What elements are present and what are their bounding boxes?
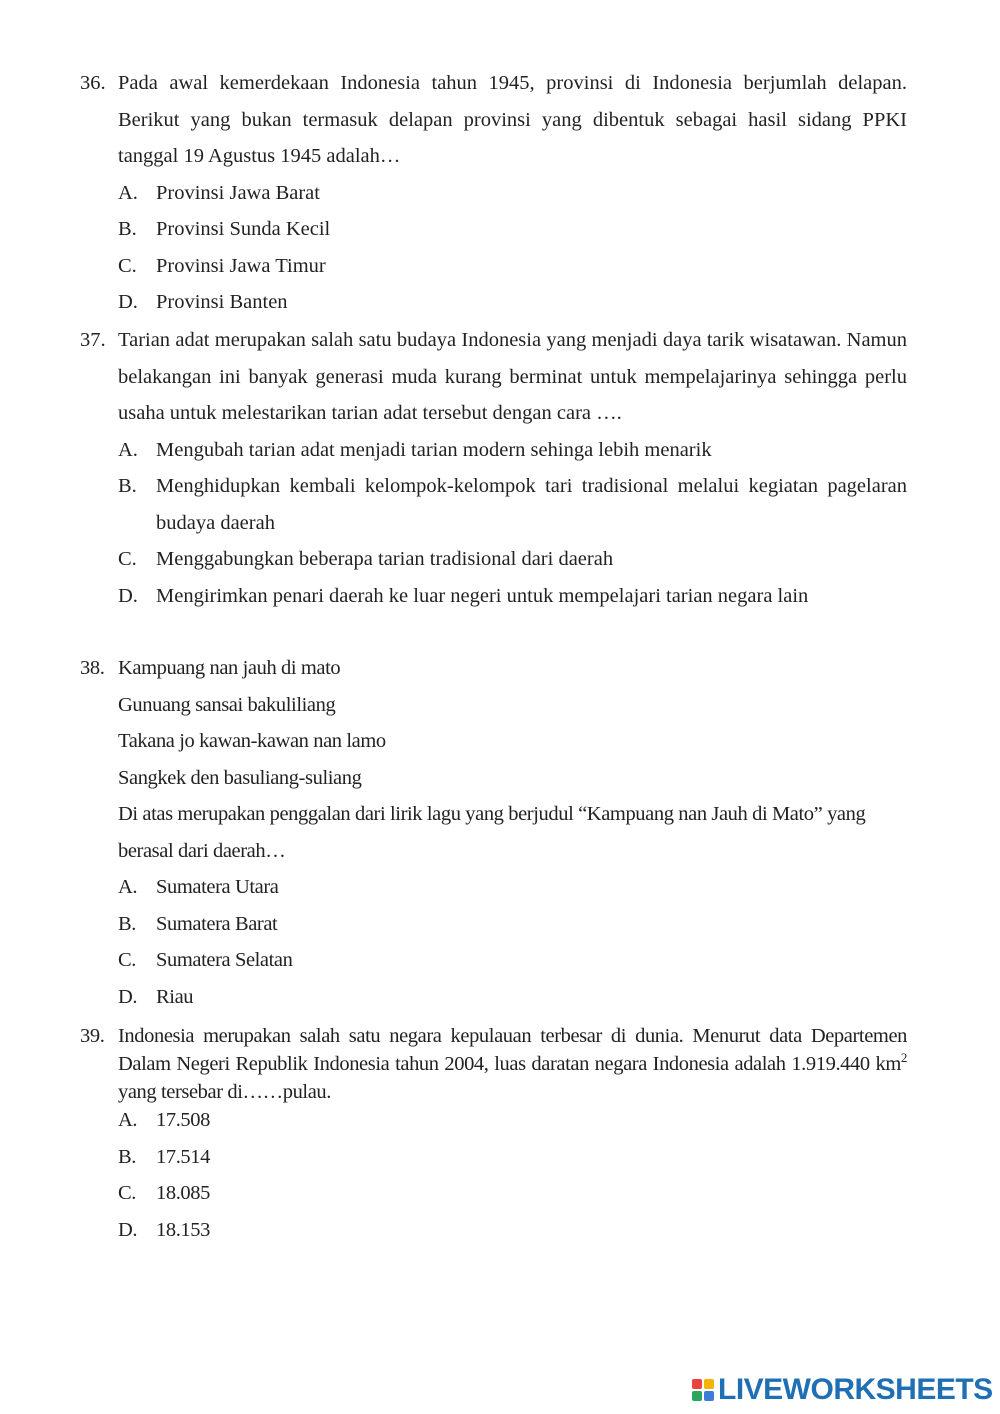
option-text: 18.153: [156, 1218, 210, 1241]
answer-options: [118, 869, 907, 1015]
option-a[interactable]: [118, 432, 907, 469]
logo-square: [704, 1379, 714, 1389]
logo-square: [692, 1379, 702, 1389]
option-letter: B.: [118, 912, 136, 935]
answer-options: [118, 1102, 907, 1248]
option-letter: C.: [118, 1182, 136, 1204]
lyric-line: Kampuang nan jauh di mato: [118, 657, 341, 679]
option-d[interactable]: [118, 1212, 907, 1249]
answer-options: [118, 432, 907, 615]
option-text: Sumatera Utara: [156, 876, 279, 898]
option-letter: C.: [118, 548, 137, 570]
option-text: Riau: [156, 985, 194, 1008]
question-39: [80, 1022, 907, 1248]
option-letter: A.: [118, 876, 138, 898]
option-text: Provinsi Sunda Kecil: [156, 218, 331, 240]
question-number: 39.: [80, 1025, 105, 1047]
question-stem: [118, 1022, 907, 1106]
option-letter: B.: [118, 475, 137, 497]
stem-text-end: yang tersebar di……pulau.: [118, 1081, 331, 1103]
question-stem: Tarian adat merupakan salah satu budaya Indonesia yang menjadi daya tarik wisatawan. Namun belakangan ini banyak generasi muda kurang berminat untuk mempelajarinya sehingga perlu usaha untuk melestarikan tarian adat tersebut dengan cara ….: [118, 329, 907, 424]
option-letter: D.: [118, 584, 138, 607]
lyric-line: Takana jo kawan-kawan nan lamo: [118, 730, 386, 752]
option-letter: B.: [118, 218, 137, 240]
question-number: 37.: [80, 329, 106, 351]
option-a[interactable]: [118, 175, 907, 212]
option-c[interactable]: [118, 248, 907, 285]
option-d[interactable]: [118, 284, 907, 321]
option-text: Mengirimkan penari daerah ke luar negeri untuk mempelajari tarian negara lain: [156, 584, 809, 607]
stem-text: Indonesia merupakan salah satu negara kepulauan terbesar di dunia. Menurut data Departemen Dalam Negeri Republik Indonesia tahun 2004, luas daratan negara Indonesia adalah 1.919.440 km: [118, 1025, 907, 1075]
question-36: [80, 65, 907, 321]
option-c[interactable]: [118, 942, 907, 979]
option-d[interactable]: [118, 578, 907, 615]
option-text: Sumatera Selatan: [156, 949, 293, 971]
option-letter: C.: [118, 254, 137, 277]
logo-mark-icon: [692, 1379, 714, 1401]
option-c[interactable]: [118, 541, 907, 578]
option-text: 18.085: [156, 1182, 210, 1204]
option-letter: A.: [118, 438, 138, 461]
lyric-line: Gunuang sansai bakuliliang: [118, 693, 336, 716]
option-text: Provinsi Jawa Timur: [156, 254, 326, 277]
option-letter: A.: [118, 181, 138, 204]
question-stem: Pada awal kemerdekaan Indonesia tahun 1945, provinsi di Indonesia berjumlah delapan. Berikut yang bukan termasuk delapan provinsi yang dibentuk sebagai hasil sidang PPKI tanggal 19 Agustus 1945 adalah…: [118, 72, 907, 167]
option-text: Sumatera Barat: [156, 912, 278, 935]
option-letter: A.: [118, 1109, 138, 1131]
superscript: 2: [900, 1050, 907, 1066]
logo-square: [704, 1391, 714, 1401]
lyric-line: Sangkek den basuliang-suliang: [118, 766, 362, 789]
logo-square: [692, 1391, 702, 1401]
option-letter: D.: [118, 291, 138, 313]
option-text: Provinsi Jawa Barat: [156, 181, 320, 204]
option-c[interactable]: [118, 1175, 907, 1212]
option-letter: C.: [118, 949, 136, 971]
liveworksheets-logo[interactable]: [692, 1373, 993, 1407]
question-stem: Di atas merupakan penggalan dari lirik lagu yang berjudul “Kampuang nan Jauh di Mato” yang berasal dari daerah…: [118, 803, 866, 862]
option-b[interactable]: [118, 906, 907, 943]
question-number: 36.: [80, 72, 106, 94]
logo-text: LIVEWORKSHEETS: [718, 1373, 993, 1406]
option-a[interactable]: [118, 869, 907, 906]
option-text: Menggabungkan beberapa tarian tradisional dari daerah: [156, 548, 614, 570]
option-text: 17.508: [156, 1109, 210, 1131]
option-letter: B.: [118, 1145, 136, 1168]
answer-options: [118, 175, 907, 321]
option-b[interactable]: [118, 468, 907, 541]
option-b[interactable]: [118, 1139, 907, 1176]
question-38: [80, 650, 907, 1015]
option-letter: D.: [118, 985, 138, 1008]
option-a[interactable]: [118, 1102, 907, 1139]
option-text: Mengubah tarian adat menjadi tarian modern sehinga lebih menarik: [156, 438, 712, 461]
question-number: 38.: [80, 657, 105, 679]
option-b[interactable]: [118, 211, 907, 248]
question-37: [80, 322, 907, 614]
option-text: Menghidupkan kembali kelompok-kelompok tari tradisional melalui kegiatan pagelaran budaya daerah: [156, 475, 907, 534]
option-d[interactable]: [118, 979, 907, 1016]
option-text: Provinsi Banten: [156, 291, 288, 313]
option-letter: D.: [118, 1218, 138, 1241]
option-text: 17.514: [156, 1145, 210, 1168]
